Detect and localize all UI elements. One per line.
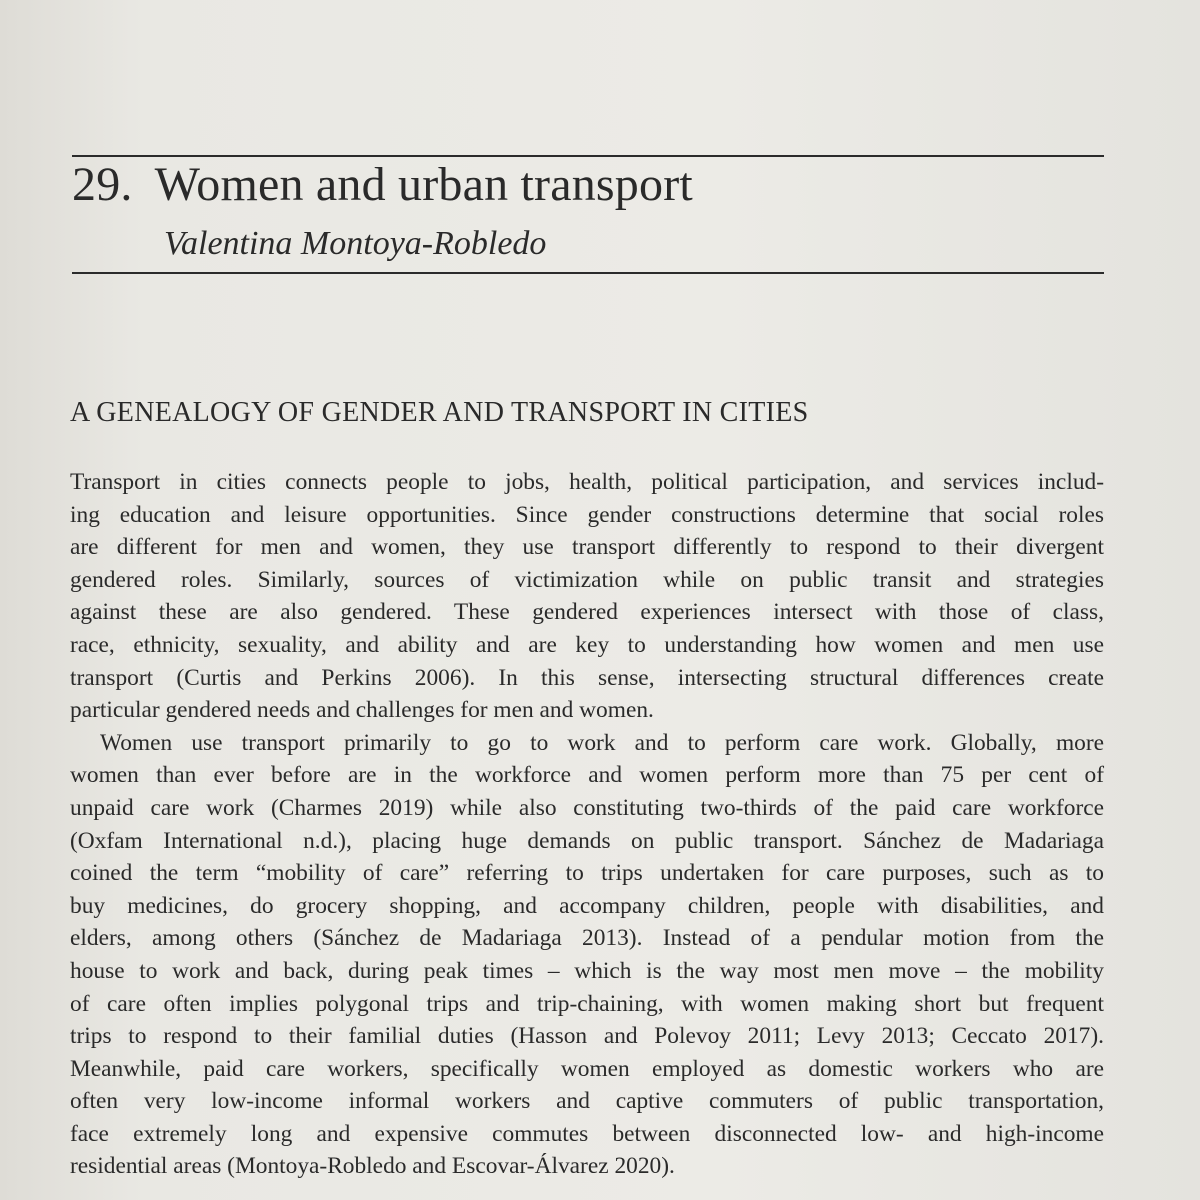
text-line: Meanwhile, paid care workers, specifically women employed as domestic workers who are: [70, 1055, 1104, 1082]
text-line: gendered roles. Similarly, sources of victimization while on public transit and strategies: [70, 566, 1104, 593]
text-line: particular gendered needs and challenges for men and women.: [70, 697, 654, 724]
text-line: (Oxfam International n.d.), placing huge demands on public transport. Sánchez de Madariaga: [70, 827, 1104, 854]
text-line: often very low-income informal workers and captive commuters of public transportation,: [70, 1088, 1104, 1115]
text-line: face extremely long and expensive commutes between disconnected low- and high-income: [70, 1120, 1104, 1147]
chapter-title: Women and urban transport: [154, 158, 693, 211]
text-line: ing education and leisure opportunities. Since gender constructions determine that social roles: [70, 501, 1104, 528]
body-text: [70, 466, 1104, 1183]
text-line: transport (Curtis and Perkins 2006). In this sense, intersecting structural differences create: [70, 664, 1104, 691]
text-line: are different for men and women, they use transport differently to respond to their divergent: [70, 534, 1104, 561]
section-heading: A GENEALOGY OF GENDER AND TRANSPORT IN CITIES: [70, 397, 809, 428]
text-line: Women use transport primarily to go to work and to perform care work. Globally, more: [100, 729, 1104, 756]
text-line: elders, among others (Sánchez de Madariaga 2013). Instead of a pendular motion from the: [70, 925, 1104, 952]
text-line: against these are also gendered. These gendered experiences intersect with those of class,: [70, 599, 1104, 626]
text-line: women than ever before are in the workforce and women perform more than 75 per cent of: [70, 762, 1104, 789]
text-line: residential areas (Montoya-Robledo and Escovar-Álvarez 2020).: [70, 1153, 675, 1180]
text-line: trips to respond to their familial duties (Hasson and Polevoy 2011; Levy 2013; Ceccato 2017).: [70, 1023, 1104, 1050]
text-line: house to work and back, during peak times – which is the way most men move – the mobility: [70, 957, 1104, 984]
chapter-bottom-rule: [72, 272, 1104, 274]
text-line: unpaid care work (Charmes 2019) while also constituting two-thirds of the paid care workforce: [70, 794, 1104, 821]
text-line: of care often implies polygonal trips and trip-chaining, with women making short but frequent: [70, 990, 1104, 1017]
text-line: race, ethnicity, sexuality, and ability and are key to understanding how women and men use: [70, 631, 1104, 658]
chapter-number: 29.: [72, 158, 133, 211]
chapter-author: Valentina Montoya-Robledo: [164, 225, 547, 262]
text-line: coined the term “mobility of care” referring to trips undertaken for care purposes, such as to: [70, 860, 1104, 887]
text-line: Transport in cities connects people to jobs, health, political participation, and services includ-: [70, 469, 1104, 495]
text-line: buy medicines, do grocery shopping, and accompany children, people with disabilities, and: [70, 892, 1104, 919]
chapter-heading: [72, 154, 693, 216]
